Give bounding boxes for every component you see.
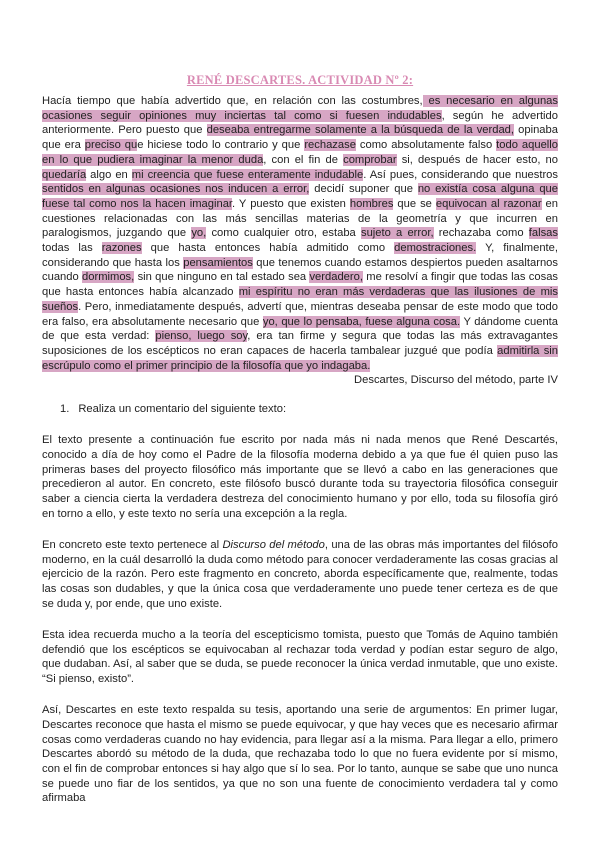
highlighted-text: es necesario en algunas ocasiones seguir opiniones muy inciertas tal como si fuesen indudables xyxy=(42,95,558,122)
highlighted-text: sentidos en algunas ocasiones nos inducen a error, xyxy=(42,183,310,196)
quote-text: como absolutamente falso xyxy=(355,139,497,152)
highlighted-text: equivocan al razonar xyxy=(435,197,542,210)
quote-text: todas las xyxy=(42,242,102,255)
commentary-paragraph xyxy=(42,538,558,612)
highlighted-text: demostraciones. xyxy=(394,242,477,255)
quote-text: me resolví a fingir que todas las cosas que hasta entonces había alcanzado xyxy=(42,271,559,299)
commentary-paragraph xyxy=(42,628,558,687)
paragraph-text: Así, Descartes en este texto respalda su tesis, aportando una serie de argumentos: En primer lugar, Descartes reconoce que hasta el mismo se puede equivocar, y que hay veces que es necesario afirmar cosas como verdaderas cuando no hay evidencia, para llegar así a la misma. Para llegar a ello, primero Descartes abordó su método de la duda, que rechazaba todo lo que no fuera evidente por sí mismo, con el fin de comprobar entonces si hay algo que sí lo sea. Por lo tanto, aunque se sabe que uno nunca se puede uno fiar de los sentidos, ya que no son una fuente de conocimiento verdadera tal y como afirmaba xyxy=(42,704,558,805)
quote-text: Hacía tiempo que había advertido que, en relación con las costumbres, xyxy=(42,95,423,107)
quote-text: . Así pues, considerando que nuestros xyxy=(363,168,558,181)
quote-attribution: Descartes, Discurso del método, parte IV xyxy=(354,374,558,386)
highlighted-text: yo, que lo pensaba, fuese alguna cosa. xyxy=(262,315,461,328)
highlighted-text: sujeto a error, xyxy=(360,227,434,240)
quote-text: rechazaba como xyxy=(433,227,529,240)
quote-text: , según he advertido anteriormente. Pero puesto que xyxy=(42,109,558,137)
quote-text: . Y puesto que existen xyxy=(232,197,350,210)
highlighted-text: comprobar xyxy=(343,153,397,166)
highlighted-text: dormimos, xyxy=(82,271,135,284)
quote-text: que hasta entonces había admitido como xyxy=(141,242,395,255)
paragraph-text: El texto presente a continuación fue escrito por nada más ni nada menos que René Descartés, conocido a día de hoy como el Padre de la filosofía moderna debido a ya que fue él quien puso las primeras bases del proyecto filosófico más importante que se llevó a cabo en las generaciones que precedieron al autor. En concreto, este filósofo buscó durante toda su trayectoria filosófica conseguir saber a ciencia cierta la verdadera destreza del conocimiento humano y por ello, toda su filosofía giró en torno a ello, y este texto no sería una excepción a la regla. xyxy=(42,434,558,520)
quote-text: que tenemos cuando estamos despiertos pueden asaltarnos cuando xyxy=(42,256,558,284)
highlighted-text: deseaba entregarme solamente a la búsqueda de la verdad, xyxy=(206,124,515,137)
quote-text: sin que ninguno en tal estado sea xyxy=(134,271,310,284)
highlighted-text: preciso qu xyxy=(84,139,138,152)
work-title-italic: Discurso del método xyxy=(222,538,325,551)
highlighted-text: mi creencia que fuese enteramente indudable xyxy=(131,168,364,181)
quote-text: e hiciese todo lo contrario y que xyxy=(137,139,305,152)
commentary-paragraphs xyxy=(42,433,558,806)
highlighted-text: hombres xyxy=(349,197,394,210)
highlighted-text: pienso, luego soy xyxy=(155,330,248,343)
quote-text: Y, finalmente, considerando que hasta los xyxy=(42,242,558,269)
quote-text: Y dándome cuenta de que esta verdad: xyxy=(42,315,559,343)
highlighted-text: falsas xyxy=(528,227,558,240)
quote-text: en cuestiones relacionadas con las más sencillas materias de la geometría y que incurren en paralogismos, juzgando que xyxy=(42,197,558,240)
quote-text: opinaba que era xyxy=(42,124,558,152)
document-title: RENÉ DESCARTES. ACTIVIDAD Nº 2: xyxy=(186,73,414,87)
commentary-body xyxy=(42,402,558,823)
quote-text: , con el fin de xyxy=(263,153,344,166)
highlighted-text: yo, xyxy=(191,227,207,240)
paragraph-text: , una de las obras más importantes del filósofo moderno, en la cuál desarrolló la duda como método para conocer verdaderamente las cosas gracias al ejercicio de la razón. Pero este fragmento en concreto, aborda específicamente que, realmente, todas las cosas son dudables, y que la única cosa que verdaderamente uno puede tener certeza es de que se duda y, por ende, que uno existe. xyxy=(42,538,559,610)
question-number: 1. xyxy=(60,403,70,415)
highlighted-text: mi espíritu no eran más verdaderas que las ilusiones de mis sueños xyxy=(42,286,558,313)
highlighted-text: razones xyxy=(101,242,142,255)
paragraph-text: En concreto este texto pertenece al xyxy=(42,538,223,551)
highlighted-text: pensamientos xyxy=(183,256,253,269)
commentary-paragraph xyxy=(42,433,558,521)
highlighted-text: rechazase xyxy=(304,139,356,152)
quoted-passage xyxy=(42,94,558,373)
quote-text: , era tan firme y segura que todas las más extravagantes suposiciones de los escépticos no eran capaces de hacerla tambalear juzgué que podía xyxy=(42,330,558,357)
quote-text: si, después de hacer esto, no xyxy=(396,153,559,166)
highlighted-text: verdadero, xyxy=(309,271,363,284)
quote-text: que se xyxy=(393,197,436,210)
highlighted-text: todo aquello en lo que pudiera imaginar la menor duda xyxy=(42,139,558,166)
commentary-paragraph xyxy=(42,703,558,806)
highlighted-text: admitirla sin escrúpulo como el primer principio de la filosofía que yo indagaba. xyxy=(42,344,558,372)
highlighted-text: no existía cosa alguna que fuese tal como nos la hacen imaginar xyxy=(42,183,558,210)
question-text: Realiza un comentario del siguiente texto: xyxy=(78,403,287,415)
question-item xyxy=(42,402,558,417)
quote-text: algo en xyxy=(86,168,132,181)
quote-text: decidí suponer que xyxy=(309,183,418,196)
paragraph-text: Esta idea recuerda mucho a la teoría del escepticismo tomista, puesto que Tomás de Aquino también defendió que los escépticos se equivocaban al rechazar toda verdad y podían estar seguro de algo, que dudaban. Así, al saber que se duda, se puede reconocer la única verdad inmutable, que uno existe. “Si pienso, existo”. xyxy=(42,628,558,686)
quote-text: . Pero, inmediatamente después, advertí que, mientras deseaba pensar de este modo que todo era falso, era absolutamente necesario que xyxy=(42,300,558,328)
quote-text: como cualquier otro, estaba xyxy=(206,227,361,240)
highlighted-text: quedaría xyxy=(42,168,87,181)
